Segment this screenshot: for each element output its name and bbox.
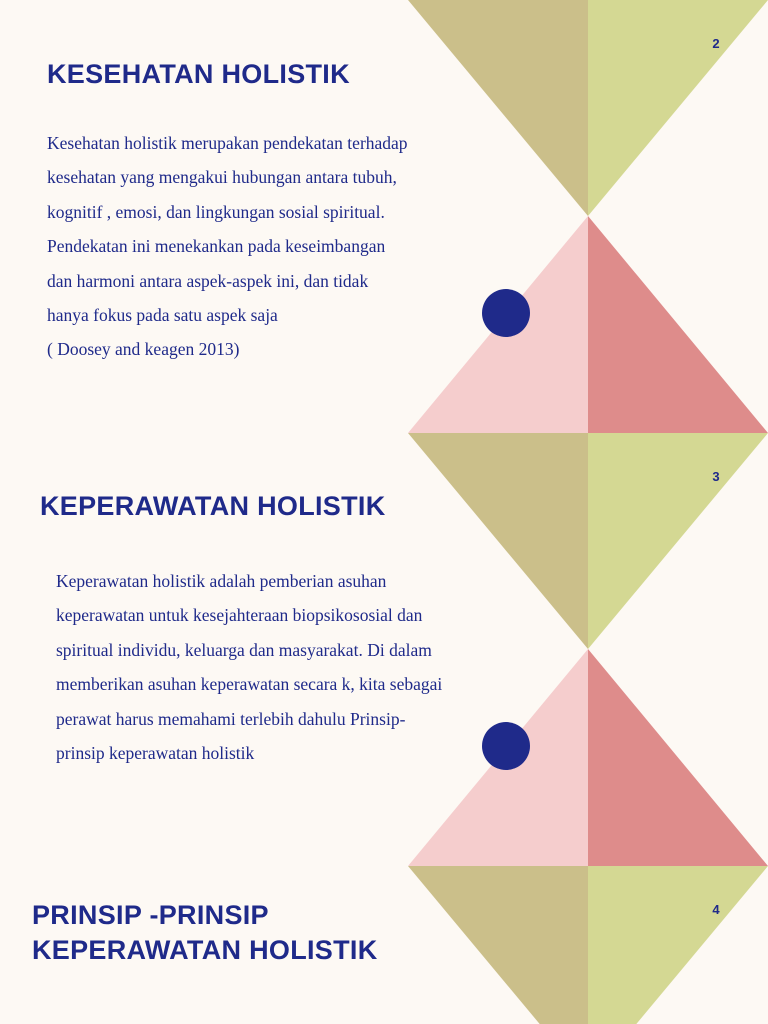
navy-circle [482, 722, 530, 770]
body-line: prinsip keperawatan holistik [56, 743, 255, 764]
body-line: memberikan asuhan keperawatan secara k, kita sebagai [56, 674, 443, 695]
body-line: keperawatan untuk kesejahteraan biopsikososial dan [56, 605, 423, 626]
slide-prinsip-keperawatan [0, 866, 768, 1024]
page-number: 4 [712, 902, 720, 917]
lime-triangle [588, 0, 768, 216]
body-line: kognitif , emosi, dan lingkungan sosial spiritual. [47, 201, 385, 222]
lime-triangle [588, 866, 768, 1024]
body-line: Keperawatan holistik adalah pemberian asuhan [56, 571, 387, 591]
slide-kesehatan-holistik [0, 0, 768, 433]
body-line: spiritual individu, keluarga dan masyarakat. Di dalam [56, 639, 432, 660]
olive-triangle [408, 0, 588, 216]
page-number: 3 [712, 469, 720, 484]
navy-circle [482, 289, 530, 337]
dark-pink-triangle [588, 216, 768, 433]
slide-body-text [56, 564, 442, 770]
lime-triangle [588, 433, 768, 649]
body-line: perawat harus memahami terlebih dahulu Prinsip- [56, 708, 406, 729]
title-line: PRINSIP -PRINSIP [32, 900, 269, 930]
title-line: KEPERAWATAN HOLISTIK [32, 935, 378, 965]
body-line: Kesehatan holistik merupakan pendekatan terhadap [47, 133, 408, 153]
slide-body-text [47, 126, 408, 367]
olive-triangle [408, 866, 588, 1024]
body-line: hanya fokus pada satu aspek saja [47, 305, 278, 326]
body-line: Pendekatan ini menekankan pada keseimbangan [47, 236, 386, 257]
body-line: dan harmoni antara aspek-aspek ini, dan tidak [47, 270, 369, 291]
slide-title: KESEHATAN HOLISTIK [47, 59, 350, 89]
dark-pink-triangle [588, 649, 768, 866]
slide-title: KEPERAWATAN HOLISTIK [40, 491, 386, 521]
slide-title [32, 898, 378, 968]
body-line: kesehatan yang mengakui hubungan antara tubuh, [47, 167, 397, 188]
citation: ( Doosey and keagen 2013) [47, 339, 240, 360]
slide-keperawatan-holistik [0, 433, 768, 866]
page-number: 2 [712, 36, 720, 51]
